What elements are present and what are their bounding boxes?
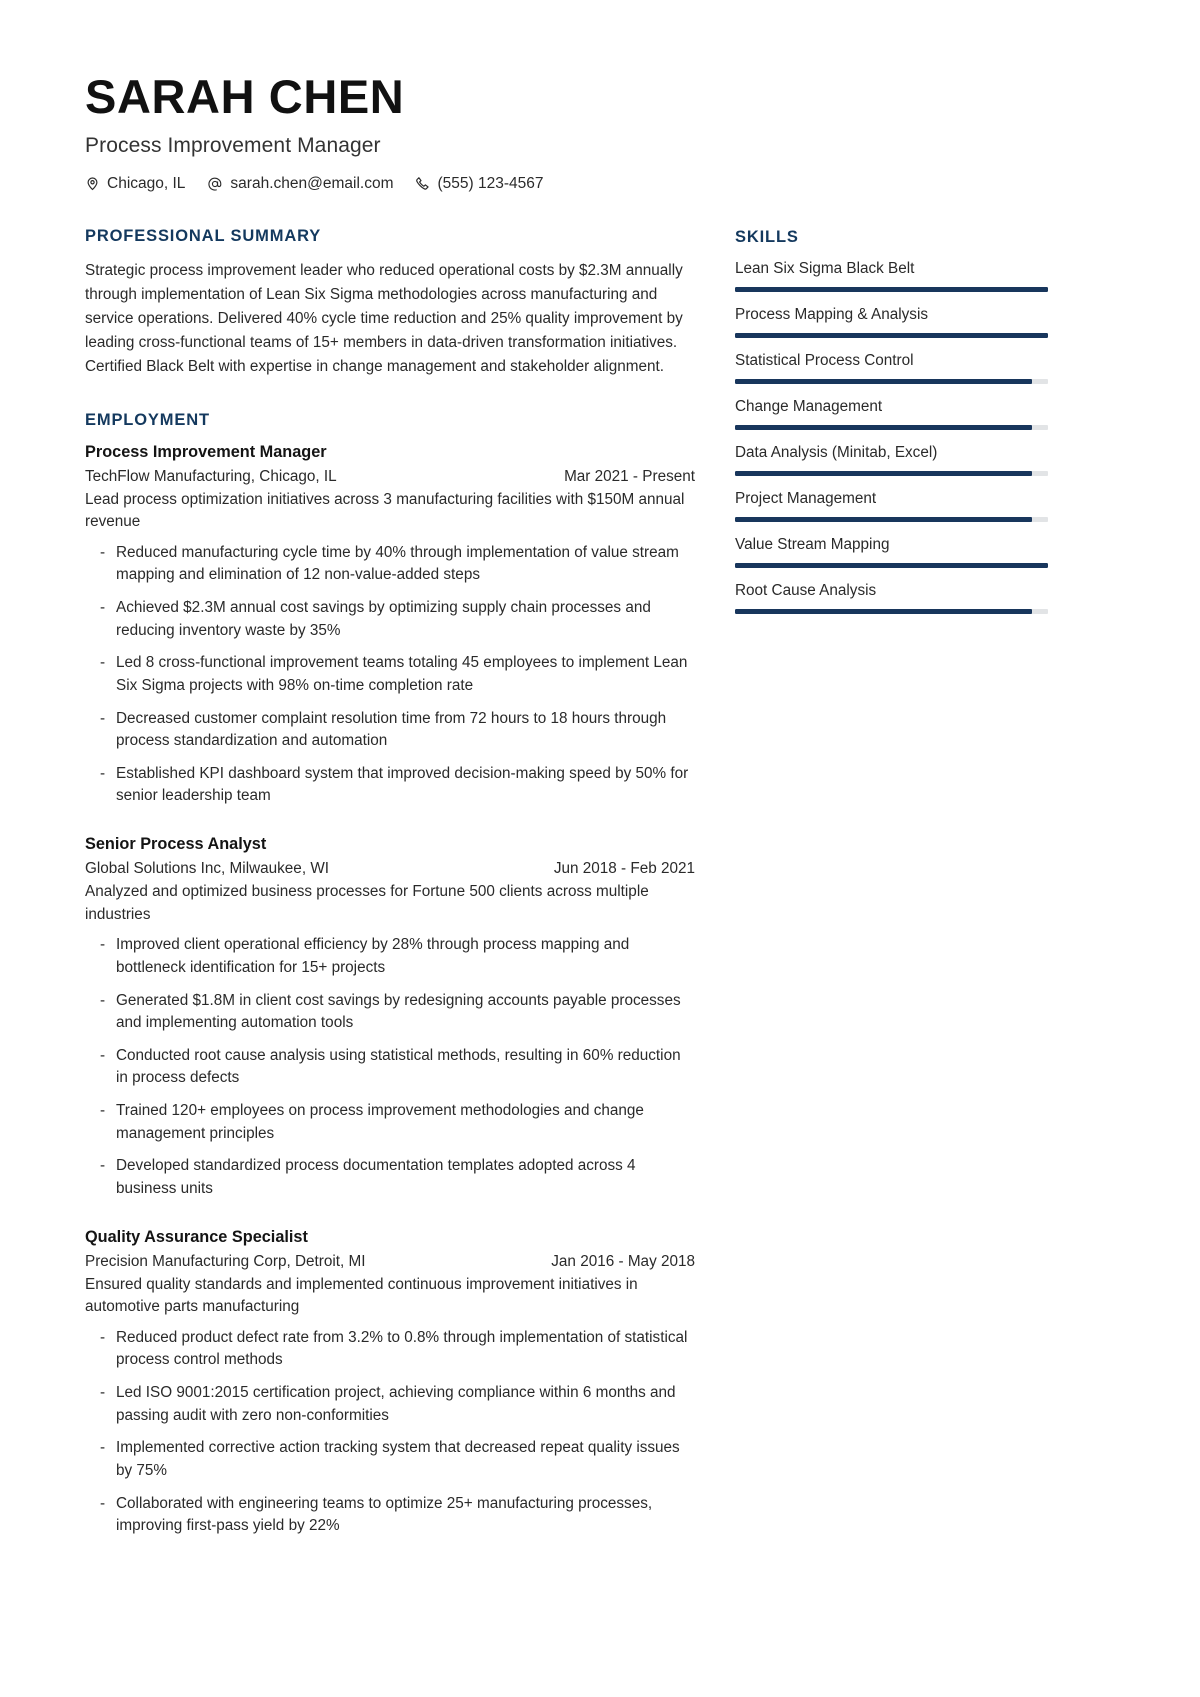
contact-phone-text: (555) 123-4567 <box>437 174 544 192</box>
contact-email <box>207 175 393 193</box>
job-meta <box>85 468 695 486</box>
job-bullet-list <box>85 542 695 808</box>
job-bullet: - Established KPI dashboard system that improved decision-making speed by 50% for senior leadership team <box>85 763 695 808</box>
contact-location-text: Chicago, IL <box>107 174 186 192</box>
job-meta <box>85 860 695 878</box>
skill-level-track <box>735 287 1048 292</box>
skill-label: Data Analysis (Minitab, Excel) <box>735 443 938 461</box>
job-dates: Jun 2018 - Feb 2021 <box>553 860 695 878</box>
job-entry <box>85 835 695 1201</box>
skill-item <box>735 444 1048 476</box>
skill-item <box>735 306 1048 338</box>
job-company: Global Solutions Inc, Milwaukee, WI <box>85 860 330 878</box>
job-bullet: - Reduced product defect rate from 3.2% to 0.8% through implementation of statistical process control methods <box>85 1327 695 1372</box>
contact-phone <box>415 175 543 193</box>
skill-label: Value Stream Mapping <box>735 535 890 553</box>
resume-header <box>85 72 1115 193</box>
location-pin-icon <box>85 176 100 191</box>
job-dates: Mar 2021 - Present <box>564 467 695 485</box>
job-bullet: - Improved client operational efficiency by 28% through process mapping and bottleneck identification for 15+ projects <box>85 934 695 979</box>
skill-item <box>735 536 1048 568</box>
section-skills <box>735 228 1048 614</box>
job-bullet-list <box>85 1327 695 1538</box>
job-bullet: - Led ISO 9001:2015 certification project, achieving compliance within 6 months and passing audit with zero non-conformities <box>85 1382 695 1427</box>
skill-label: Change Management <box>735 397 883 415</box>
section-employment <box>85 411 695 1538</box>
job-bullet: - Decreased customer complaint resolution time from 72 hours to 18 hours through process standardization and automation <box>85 708 695 753</box>
job-entry <box>85 1228 695 1538</box>
skill-level-fill <box>735 609 1032 614</box>
job-bullet: - Implemented corrective action tracking system that decreased repeat quality issues by 75% <box>85 1437 695 1482</box>
summary-text: Strategic process improvement leader who reduced operational costs by $2.3M annually through implementation of Lean Six Sigma methodologies across manufacturing and service operations. Delivered 40% cycle time reduction and 25% quality improvement by leading cross-functional teams of 15+ members in data-driven transformation initiatives. Certified Black Belt with expertise in change management and stakeholder alignment. <box>85 261 683 376</box>
skill-item <box>735 490 1048 522</box>
skill-level-fill <box>735 517 1032 522</box>
contact-row <box>85 175 1115 193</box>
skill-label: Project Management <box>735 489 877 507</box>
job-company: TechFlow Manufacturing, Chicago, IL <box>85 467 337 485</box>
job-bullet: - Reduced manufacturing cycle time by 40% through implementation of value stream mapping and elimination of 12 non-value-added steps <box>85 542 695 587</box>
skill-label: Statistical Process Control <box>735 351 914 369</box>
section-professional-summary <box>85 227 695 380</box>
skill-label: Root Cause Analysis <box>735 581 877 599</box>
skill-level-fill <box>735 333 1048 338</box>
resume-body <box>85 227 1115 1569</box>
summary-heading: PROFESSIONAL SUMMARY <box>85 226 322 245</box>
job-company: Precision Manufacturing Corp, Detroit, MI <box>85 1252 366 1270</box>
skill-item <box>735 582 1048 614</box>
skill-level-track <box>735 333 1048 338</box>
skill-item <box>735 398 1048 430</box>
skill-level-fill <box>735 379 1032 384</box>
job-meta <box>85 1253 695 1271</box>
contact-email-text: sarah.chen@email.com <box>230 174 394 192</box>
contact-location <box>85 175 185 193</box>
skill-level-track <box>735 517 1048 522</box>
job-bullet-list <box>85 934 695 1200</box>
skills-heading: SKILLS <box>735 227 799 246</box>
skills-list <box>735 260 1048 614</box>
main-column <box>85 227 695 1569</box>
phone-icon <box>415 176 430 191</box>
skill-item <box>735 352 1048 384</box>
skill-level-fill <box>735 563 1048 568</box>
candidate-name: SARAH CHEN <box>85 70 405 123</box>
job-bullet: - Conducted root cause analysis using statistical methods, resulting in 60% reduction in process defects <box>85 1045 695 1090</box>
job-bullet: - Led 8 cross-functional improvement teams totaling 45 employees to implement Lean Six Sigma projects with 98% on-time completion rate <box>85 652 695 697</box>
skill-item <box>735 260 1048 292</box>
skill-level-track <box>735 563 1048 568</box>
job-entry <box>85 443 695 809</box>
skill-level-track <box>735 379 1048 384</box>
job-role: Process Improvement Manager <box>85 442 327 461</box>
candidate-job-title: Process Improvement Manager <box>85 133 381 157</box>
job-description: Ensured quality standards and implemented continuous improvement initiatives in automotive parts manufacturing <box>85 1275 638 1316</box>
job-bullet: - Achieved $2.3M annual cost savings by optimizing supply chain processes and reducing inventory waste by 35% <box>85 597 695 642</box>
job-dates: Jan 2016 - May 2018 <box>551 1252 695 1270</box>
skill-level-fill <box>735 471 1032 476</box>
at-sign-icon <box>207 176 223 192</box>
skill-level-track <box>735 609 1048 614</box>
skill-label: Lean Six Sigma Black Belt <box>735 259 915 277</box>
job-description: Lead process optimization initiatives across 3 manufacturing facilities with $150M annual revenue <box>85 490 685 531</box>
job-bullet: - Trained 120+ employees on process improvement methodologies and change management principles <box>85 1100 695 1145</box>
employment-list <box>85 443 695 1538</box>
job-bullet: - Collaborated with engineering teams to optimize 25+ manufacturing processes, improving first-pass yield by 22% <box>85 1493 695 1538</box>
job-role: Quality Assurance Specialist <box>85 1227 308 1246</box>
job-role: Senior Process Analyst <box>85 835 267 854</box>
job-bullet: - Developed standardized process documentation templates adopted across 4 business units <box>85 1155 695 1200</box>
skill-level-track <box>735 471 1048 476</box>
skill-label: Process Mapping & Analysis <box>735 305 929 323</box>
job-description: Analyzed and optimized business processes for Fortune 500 clients across multiple industries <box>85 883 649 923</box>
sidebar-column <box>735 227 1048 645</box>
employment-heading: EMPLOYMENT <box>85 410 210 429</box>
skill-level-fill <box>735 287 1048 292</box>
skill-level-fill <box>735 425 1032 430</box>
skill-level-track <box>735 425 1048 430</box>
job-bullet: - Generated $1.8M in client cost savings by redesigning accounts payable processes and implementing automation tools <box>85 990 695 1035</box>
